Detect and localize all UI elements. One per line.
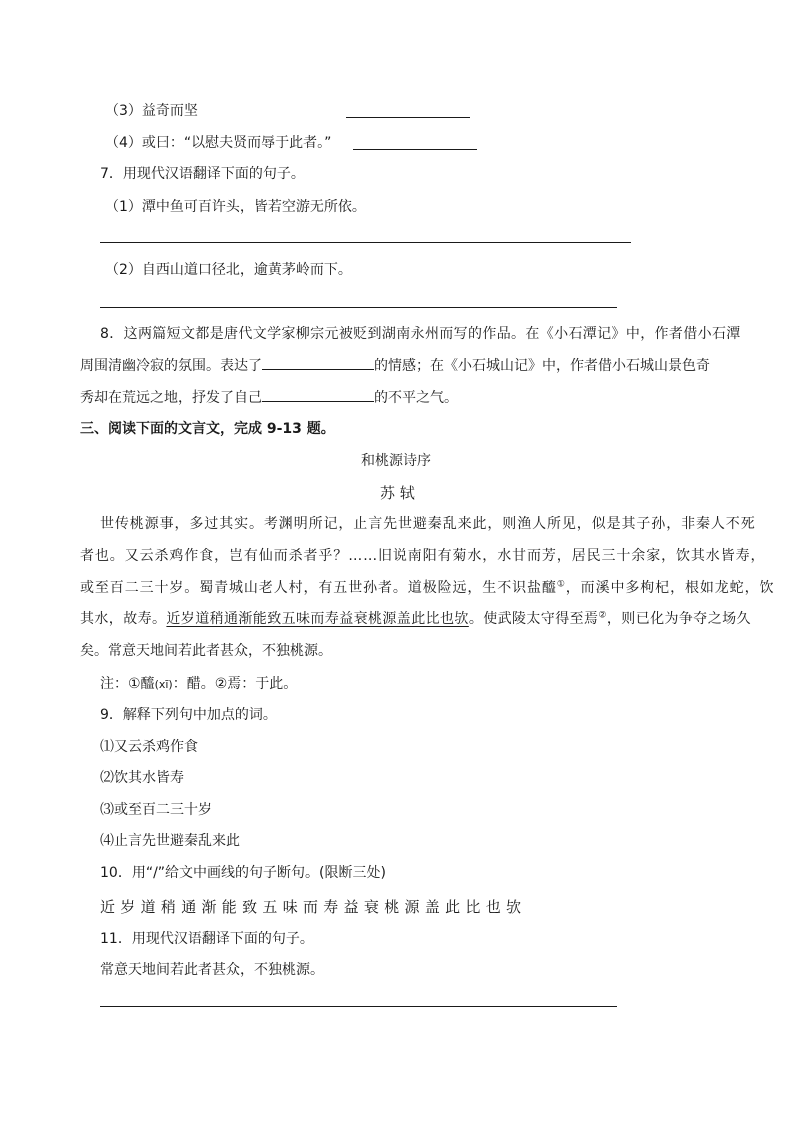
q8-line2-text-b: 的情感；在《小石城山记》中，作者借小石城山景色奇 — [374, 358, 710, 374]
q8-line-3 — [80, 387, 458, 408]
q8-line-1: 8．这两篇短文都是唐代文学家柳宗元被贬到湖南永州而写的作品。在《小石潭记》中，作者借小石潭 — [100, 326, 741, 342]
q6-item3-text: （3）益奇而坚 — [105, 103, 198, 119]
passage-title: 和桃源诗序 — [361, 453, 431, 469]
q6-item4-answer-blank[interactable] — [353, 135, 477, 150]
footnote-marker-1: ① — [556, 579, 566, 590]
footnote-marker-2: ② — [598, 610, 607, 621]
q7-sentence-2: （2）自西山道口径北，逾黄茅岭而下。 — [105, 262, 352, 278]
section-3-heading: 三、阅读下面的文言文，完成 9-13 题。 — [80, 421, 335, 437]
passage-line-4 — [80, 609, 751, 629]
passage-line3-text-a: 或至百二三十岁。蜀青城山老人村，有五世孙者。道极险远，生不识盐醯 — [80, 580, 557, 596]
q9-item-1: ⑴又云杀鸡作食 — [100, 739, 198, 755]
notes-pinyin: (xī) — [154, 678, 173, 691]
q8-line3-text-a: 秀却在荒远之地，抒发了自己 — [80, 390, 262, 406]
q9-item-3: ⑶或至百二三十岁 — [100, 802, 212, 818]
q8-answer-blank-2[interactable] — [262, 387, 374, 402]
q7-answer-line-1[interactable] — [100, 242, 631, 243]
passage-line4-text-a: 其水，故寿。 — [80, 611, 167, 627]
passage-line3-text-b: ，而溪中多枸杞，根如龙蛇，饮 — [565, 580, 775, 596]
q8-answer-blank-1[interactable] — [262, 355, 374, 370]
q9-stem: 9．解释下列句中加点的词。 — [100, 707, 277, 723]
q8-line3-text-b: 的不平之气。 — [374, 390, 458, 406]
q7-answer-line-2[interactable] — [100, 307, 617, 308]
q11-stem: 11．用现代汉语翻译下面的句子。 — [100, 931, 314, 947]
q11-answer-line[interactable] — [100, 1006, 617, 1007]
q7-stem: 7．用现代汉语翻译下面的句子。 — [100, 166, 305, 182]
passage-line-2: 者也。又云杀鸡作食，岂有仙而杀者乎？……旧说南阳有菊水，水甘而芳，居民三十余家，饮其水皆寿， — [80, 548, 766, 564]
q9-item-2: ⑵饮其水皆寿 — [100, 770, 184, 786]
passage-line-5: 矣。常意天地间若此者甚众，不独桃源。 — [80, 643, 332, 659]
passage-line4-text-c: ，则已化为争夺之场久 — [606, 611, 751, 627]
notes-text-b: ：醋。②焉：于此。 — [172, 676, 298, 692]
passage-line4-text-b: 。使武陵太守得至焉 — [468, 611, 599, 627]
passage-notes — [100, 674, 297, 695]
q10-stem: 10．用“/”给文中画线的句子断句。(限断三处) — [100, 865, 386, 881]
q10-sentence: 近岁道稍通渐能致五味而寿益衰桃源盖此比也欤 — [100, 898, 527, 916]
q6-item3 — [105, 101, 198, 121]
passage-line-3 — [80, 578, 774, 598]
underlined-sentence: 近岁道稍通渐能致五味而寿益衰桃源盖此比也欤 — [166, 611, 469, 627]
q8-line2-text-a: 周围清幽冷寂的氛围。表达了 — [80, 358, 262, 374]
q8-line-2 — [80, 355, 710, 376]
passage-author: 苏 轼 — [380, 484, 415, 502]
passage-line-1: 世传桃源事，多过其实。考渊明所记，止言先世避秦乱来此，则渔人所见，似是其子孙，非秦人不死 — [100, 516, 756, 532]
q6-item4-text: （4）或曰：“以慰夫贤而辱于此者。” — [105, 135, 332, 151]
q6-item4 — [105, 133, 331, 153]
q9-item-4: ⑷止言先世避秦乱来此 — [100, 833, 240, 849]
q7-sentence-1: （1）潭中鱼可百许头，皆若空游无所依。 — [105, 199, 366, 215]
notes-text-a: 注：①醯 — [100, 676, 155, 692]
q11-sentence: 常意天地间若此者甚众，不独桃源。 — [100, 962, 324, 978]
q6-item3-answer-blank[interactable] — [346, 103, 470, 118]
